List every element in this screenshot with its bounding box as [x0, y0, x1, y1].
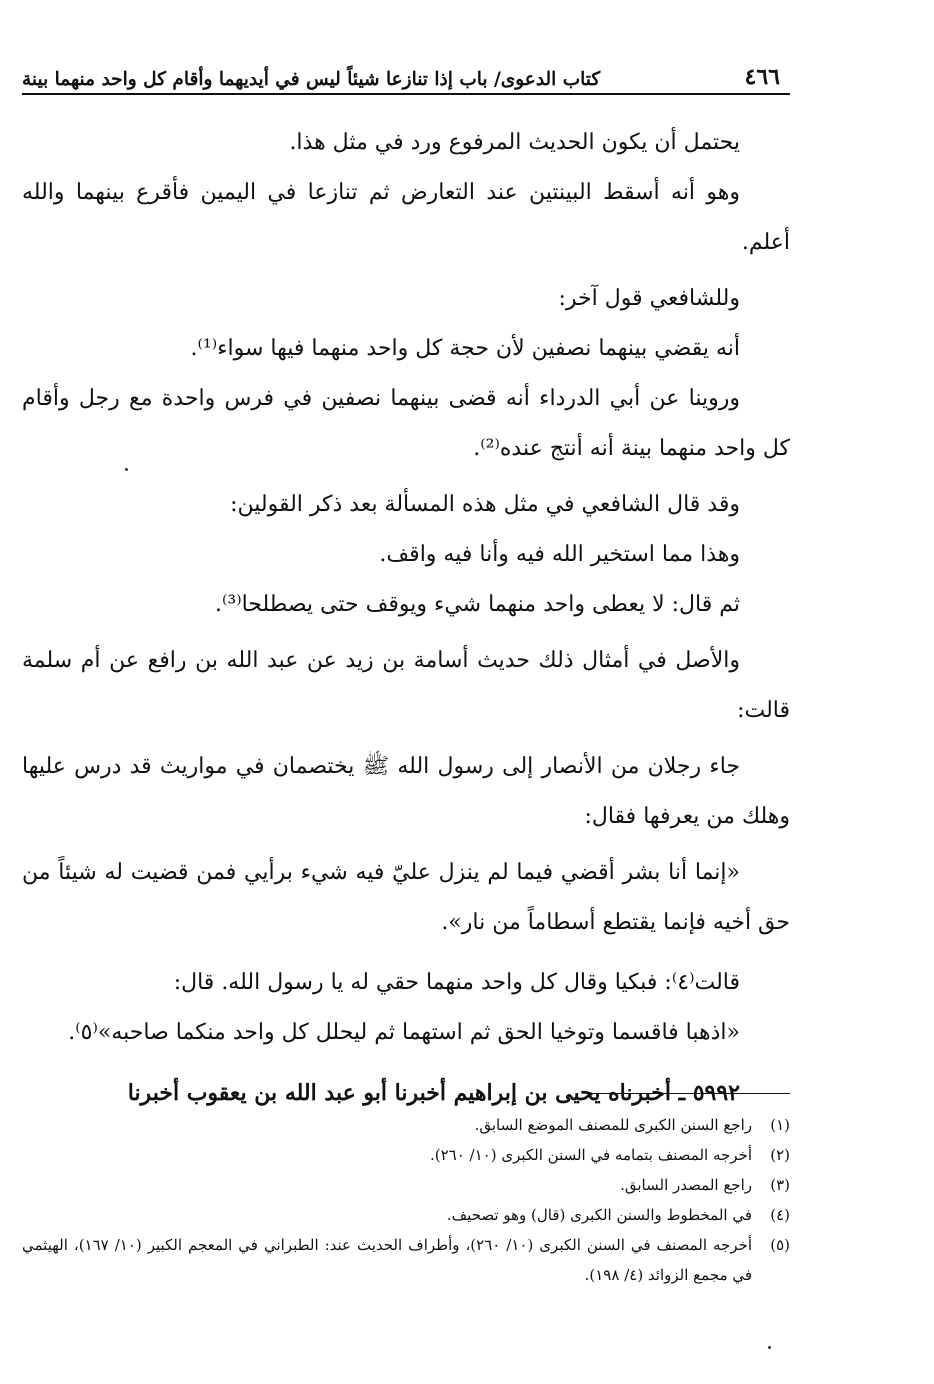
footnote-text: في المخطوط والسنن الكبرى (قال) وهو تصحيف.: [446, 1206, 752, 1224]
scan-speck: [125, 468, 128, 471]
footnote-item: [22, 1200, 790, 1230]
footnote-number: (١): [770, 1116, 790, 1134]
hadith-quote: «اذهبا فاقسما وتوخيا الحق ثم استهما ثم ليحلل كل واحد منكما صاحبه»⁽٥⁾.: [68, 1020, 740, 1045]
paragraph: والأصل في أمثال ذلك حديث أسامة بن زيد عن عبد الله بن رافع عن أم سلمة قالت:: [22, 648, 790, 723]
footnote-item: [22, 1170, 790, 1200]
paragraph: يحتمل أن يكون الحديث المرفوع ورد في مثل هذا.: [289, 130, 740, 155]
paragraph: وهو أنه أسقط البينتين عند التعارض ثم تنازعا في اليمين فأقرع بينهما والله أعلم.: [22, 180, 790, 255]
footnote-rule: [590, 1093, 790, 1094]
paragraph: أنه يقضي بينهما نصفين لأن حجة كل واحد منهما فيها سواء⁽¹⁾.: [190, 336, 740, 361]
scan-speck: [768, 1346, 771, 1349]
page-header: [22, 50, 790, 90]
header-rule: [22, 93, 790, 95]
footnote-number: (٥): [770, 1236, 790, 1254]
running-title: كتاب الدعوى/ باب إذا تنازعا شيئاً ليس في أيديهما وأقام كل واحد منهما بينة: [22, 69, 601, 90]
paragraph: وهذا مما استخير الله فيه وأنا فيه واقف.: [379, 542, 740, 567]
footnote-number: (٢): [770, 1146, 790, 1164]
footnote-item: [22, 1110, 790, 1140]
footnotes: [22, 1110, 790, 1290]
document-page: [22, 0, 790, 1384]
paragraph: قالت⁽٤⁾: فبكيا وقال كل واحد منهما حقي له يا رسول الله. قال:: [173, 970, 740, 995]
numbered-entry: ٥٩٩٢ ـ أخبرناه يحيى بن إبراهيم أخبرنا أبو عبد الله بن يعقوب أخبرنا: [127, 1080, 740, 1106]
paragraph: وروينا عن أبي الدرداء أنه قضى بينهما نصفين في فرس واحدة مع رجل وأقام كل واحد منهما بينة أنه أنتج عنده⁽²⁾.: [22, 386, 790, 461]
footnote-number: (٣): [770, 1176, 790, 1194]
paragraph: ثم قال: لا يعطى واحد منهما شيء ويوقف حتى يصطلحا⁽³⁾.: [214, 592, 740, 617]
page-number: ٤٦٦: [744, 64, 780, 90]
footnote-text: راجع المصدر السابق.: [620, 1176, 752, 1194]
footnote-number: (٤): [770, 1206, 790, 1224]
body-text: [22, 118, 790, 1124]
footnote-item: [22, 1230, 790, 1290]
paragraph: وقد قال الشافعي في مثل هذه المسألة بعد ذكر القولين:: [230, 492, 740, 517]
paragraph: جاء رجلان من الأنصار إلى رسول الله ﷺ يختصمان في مواريث قد درس عليها وهلك من يعرفها فقال:: [22, 754, 790, 829]
footnote-text: راجع السنن الكبرى للمصنف الموضع السابق.: [474, 1116, 752, 1134]
footnote-text: أخرجه المصنف في السنن الكبرى (١٠/ ٢٦٠)، وأطراف الحديث عند: الطبراني في المعجم الكبير (١٠/ ١٦٧)، الهيثمي في مجمع الزوائد (٤/ ١٩٨).: [22, 1236, 752, 1284]
paragraph: وللشافعي قول آخر:: [558, 286, 740, 311]
footnote-text: أخرجه المصنف بتمامه في السنن الكبرى (١٠/ ٢٦٠).: [429, 1146, 752, 1164]
hadith-quote: «إنما أنا بشر أقضي فيما لم ينزل عليّ فيه شيء برأيي فمن قضيت له شيئاً من حق أخيه فإنما يقتطع أسطاماً من نار».: [22, 860, 790, 935]
footnote-item: [22, 1140, 790, 1170]
